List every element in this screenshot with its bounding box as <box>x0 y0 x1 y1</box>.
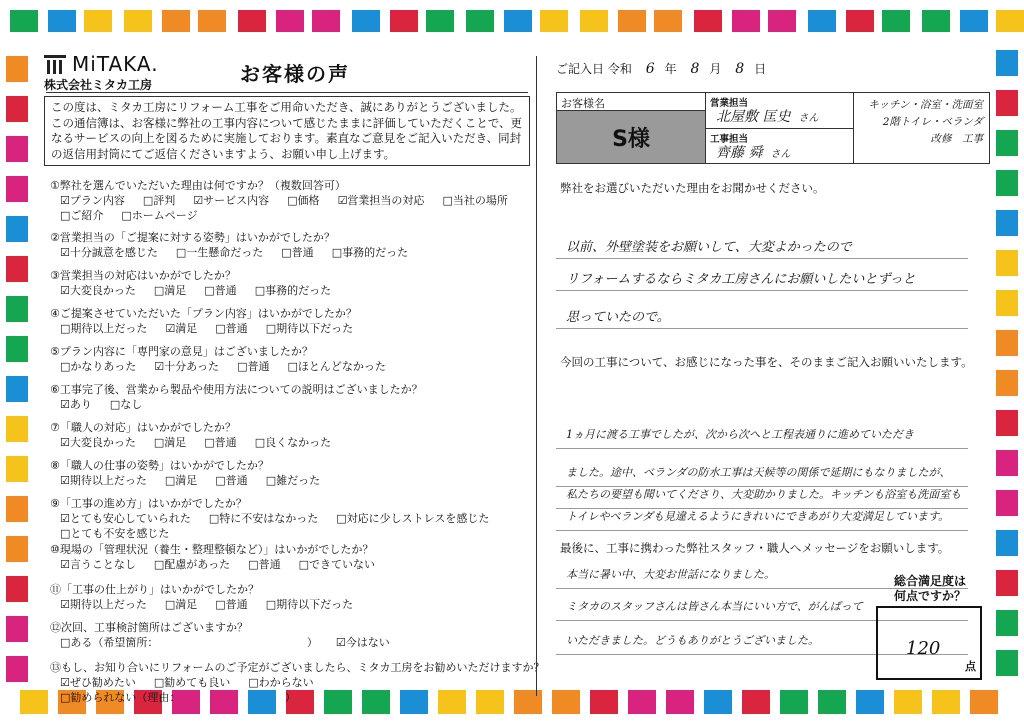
checkbox-option[interactable]: □期待以上だった <box>60 322 148 335</box>
border-square <box>162 10 190 32</box>
question-title: ⑧「職人の仕事の姿勢」はいかがでしたか？ <box>50 459 269 472</box>
border-square <box>996 210 1018 236</box>
border-square <box>618 10 646 32</box>
checkbox-option[interactable]: □わからない <box>248 676 314 689</box>
border-square <box>628 690 656 714</box>
border-square <box>198 10 226 32</box>
question-options <box>50 193 550 223</box>
question-title: ③営業担当の対応はいかがでしたか？ <box>50 269 236 282</box>
border-square <box>970 690 998 714</box>
border-square <box>996 450 1018 476</box>
border-square <box>466 10 494 32</box>
date-year: 6 <box>645 61 655 77</box>
checkbox-option[interactable]: ☑十分あった <box>154 360 220 373</box>
satisfaction-box <box>876 606 982 680</box>
sales-label: 営業担当 <box>710 98 749 109</box>
ruled-line <box>556 258 968 259</box>
border-square <box>960 10 988 32</box>
question-10 <box>50 542 550 572</box>
question-title: ⑨「工事の進め方」はいかがでしたか？ <box>50 497 247 510</box>
checkbox-option[interactable]: □満足 <box>153 436 187 449</box>
question-5 <box>50 344 550 374</box>
border-square <box>580 10 608 32</box>
reason-heading: 弊社をお選びいただいた理由をお聞かせください。 <box>560 181 825 195</box>
border-square <box>846 10 874 32</box>
border-square <box>426 10 454 32</box>
handwritten-line: ました。途中、ベランダの防水工事は天候等の関係で延期にもなりましたが、 <box>566 466 951 479</box>
question-4 <box>50 306 550 336</box>
checkbox-option[interactable]: □普通 <box>237 360 270 373</box>
column-divider <box>536 56 537 696</box>
border-square <box>6 176 28 202</box>
border-square <box>996 170 1018 196</box>
checkbox-option[interactable]: □普通 <box>215 598 248 611</box>
checkbox-option[interactable]: □ある（希望箇所： ） <box>60 636 318 649</box>
question-options <box>50 473 550 488</box>
border-square <box>996 90 1018 116</box>
border-square <box>996 650 1018 676</box>
border-square <box>6 616 28 642</box>
question-12 <box>50 620 550 650</box>
border-square <box>6 376 28 402</box>
checkbox-option[interactable]: □ご紹介 <box>60 209 104 222</box>
border-square <box>6 336 28 362</box>
border-square <box>996 10 1024 32</box>
company-logo <box>44 52 159 76</box>
work-scope-box <box>854 92 990 164</box>
form-title: お客様の声 <box>240 62 350 86</box>
message-heading: 最後に、工事に携わった弊社スタッフ・職人へメッセージをお願いします。 <box>560 541 950 555</box>
checkbox-option[interactable]: ☑期待以上だった <box>60 598 147 611</box>
checkbox-option[interactable]: □事務的だった <box>331 246 409 259</box>
satisfaction-unit: 点 <box>965 660 976 673</box>
sales-name: 北屋敷 匡史 <box>716 109 791 125</box>
question-title: ⑤プラン内容に「専門家の意見」はございましたか？ <box>50 345 313 358</box>
handwritten-line: いただきました。どうもありがとうございました。 <box>566 634 819 647</box>
handwritten-line: 1ヵ月に渡る工事でしたが、次から次へと工程表通りに進めていただき <box>566 428 914 441</box>
checkbox-option[interactable]: □期待以下だった <box>265 598 354 611</box>
company-name: 株式会社ミタカ工房 <box>44 78 153 92</box>
checkbox-option[interactable]: □事務的だった <box>254 284 332 297</box>
border-square <box>6 136 28 162</box>
satisfaction-value: 120 <box>906 638 941 659</box>
border-square <box>704 690 732 714</box>
border-square <box>238 10 266 32</box>
border-square <box>590 690 618 714</box>
staff-box <box>706 92 854 164</box>
question-3 <box>50 268 550 298</box>
border-square <box>84 10 112 32</box>
satisfaction-label: 総合満足度は 何点ですか？ <box>893 574 966 603</box>
question-title: ⑫次回、工事検討箇所はございますか？ <box>50 621 248 634</box>
border-square <box>996 410 1018 436</box>
checkbox-option[interactable]: □勧められない（理由： ） <box>60 691 296 704</box>
question-title: ④ご提案させていただいた「プラン内容」はいかがでしたか？ <box>50 307 357 320</box>
border-square <box>352 10 380 32</box>
intro-box: この度は、ミタカ工房にリフォーム工事をご用命いただき、誠にありがとうございました。この通信簿は、お客様に弊社の工事内容について感じたままに評価していただくことで、更なるサービスの向上を図るために実施しております。素直なご意見をご記入いただき、同封の返信用封筒にてご返信くださいますよう、お願い申し上げます。 <box>44 96 530 166</box>
question-options <box>50 511 550 541</box>
handwritten-line: 本当に暑い中、大変お世話になりました。 <box>566 568 775 581</box>
checkbox-option[interactable]: ☑言うことなし <box>60 558 136 571</box>
question-2 <box>50 230 550 260</box>
border-square <box>276 10 304 32</box>
border-square <box>732 10 760 32</box>
checkbox-option[interactable]: ☑期待以上だった <box>60 474 147 487</box>
border-square <box>124 10 152 32</box>
border-square <box>996 370 1018 396</box>
checkbox-option[interactable]: □なし <box>109 398 143 411</box>
handwritten-line: ミタカのスタッフさんは皆さん本当にいい方で、がんばって <box>566 600 863 613</box>
date-line <box>556 60 766 77</box>
border-square <box>504 10 532 32</box>
checkbox-option[interactable]: ☑プラン内容 <box>60 194 125 207</box>
question-options <box>50 321 550 336</box>
border-square <box>818 690 846 714</box>
checkbox-option[interactable]: □価格 <box>287 194 320 207</box>
checkbox-option[interactable]: ☑今はない <box>335 636 390 649</box>
checkbox-option[interactable]: ☑十分誠意を感じた <box>60 246 158 259</box>
border-square <box>780 690 808 714</box>
border-square <box>312 10 340 32</box>
question-options <box>50 635 550 650</box>
logo-mark-icon <box>44 53 66 75</box>
question-title: ⑥工事完了後、営業から製品や使用方法についての説明はございましたか？ <box>50 383 423 396</box>
border-square <box>996 530 1018 556</box>
sales-san: さん <box>798 113 819 124</box>
border-square <box>882 10 910 32</box>
question-title: ①弊社を選んでいただいた理由は何ですか？（複数回答可） <box>50 179 346 192</box>
question-title: ⑦「職人の対応」はいかがでしたか？ <box>50 421 236 434</box>
checkbox-option[interactable]: ☑サービス内容 <box>193 194 270 207</box>
checkbox-option[interactable]: □勧めても良い <box>153 676 231 689</box>
question-options <box>50 597 550 612</box>
question-6 <box>50 382 550 412</box>
checkbox-option[interactable]: □配慮があった <box>153 558 231 571</box>
checkbox-option[interactable]: ☑大変良かった <box>60 436 136 449</box>
border-square <box>894 690 922 714</box>
border-square <box>742 690 770 714</box>
ruled-line <box>556 290 968 291</box>
question-1 <box>50 178 550 223</box>
checkbox-option[interactable]: □できていない <box>298 558 375 571</box>
customer-box <box>556 92 706 164</box>
handwritten-line: トイレやベランダも見違えるようにきれいにできあがり大変満足しています。 <box>566 510 950 523</box>
checkbox-option[interactable]: □普通 <box>215 322 248 335</box>
border-square <box>694 10 722 32</box>
question-8 <box>50 458 550 488</box>
checkbox-option[interactable]: ☑ぜひ勧めたい <box>60 676 136 689</box>
question-options <box>50 557 550 572</box>
question-7 <box>50 420 550 450</box>
border-square <box>996 610 1018 636</box>
border-square <box>996 250 1018 276</box>
border-square <box>6 456 28 482</box>
checkbox-option[interactable]: □良くなかった <box>254 436 332 449</box>
border-square <box>20 690 48 714</box>
date-day: 8 <box>735 61 745 77</box>
works-san: さん <box>770 149 791 160</box>
handwritten-line: 思っていたので。 <box>566 310 670 325</box>
date-era: 令和 <box>607 62 632 76</box>
customer-label: お客様名 <box>557 93 705 111</box>
handwritten-line: リフォームするならミタカ工房さんにお願いしたいとずっと <box>566 272 916 287</box>
border-square <box>6 576 28 602</box>
impression-heading: 今回の工事について、お感じになった事を、そのままご記入お願いいたします。 <box>560 355 973 369</box>
checkbox-option[interactable]: □当社の場所 <box>442 194 508 207</box>
title-underline <box>46 92 528 93</box>
ruled-line <box>556 448 968 449</box>
question-title: ⑪「工事の仕上がり」はいかがでしたか？ <box>50 583 259 596</box>
checkbox-option[interactable]: □満足 <box>153 284 187 297</box>
border-square <box>856 690 884 714</box>
year-unit: 年 <box>664 62 677 76</box>
checkbox-option[interactable]: ☑あり <box>60 398 92 411</box>
checkbox-option[interactable]: ☑とても安心していられた <box>60 512 191 525</box>
checkbox-option[interactable]: □期待以下だった <box>265 322 354 335</box>
border-square <box>996 330 1018 356</box>
question-options <box>50 245 550 260</box>
border-square <box>6 496 28 522</box>
checkbox-option[interactable]: ☑満足 <box>165 322 198 335</box>
border-square <box>996 290 1018 316</box>
works-name: 齊藤 舜 <box>716 145 763 161</box>
question-options <box>50 397 550 412</box>
question-title: ⑬もし、お知り合いにリフォームのご予定がございましたら、ミタカ工房をお勧めいただけますか？ <box>50 661 545 674</box>
border-square <box>6 216 28 242</box>
border-square <box>932 690 960 714</box>
checkbox-option[interactable]: □普通 <box>204 436 237 449</box>
question-11 <box>50 582 550 612</box>
border-square <box>654 10 682 32</box>
day-unit: 日 <box>754 62 767 76</box>
date-month: 8 <box>690 61 700 77</box>
handwritten-line: 以前、外壁塗装をお願いして、大変よかったので <box>566 240 852 255</box>
border-square <box>10 10 38 32</box>
ruled-line <box>556 328 968 329</box>
border-square <box>996 490 1018 516</box>
checkbox-option[interactable]: □ホームページ <box>121 209 198 222</box>
checkbox-option[interactable]: □特に不安はなかった <box>208 512 319 525</box>
border-square <box>996 570 1018 596</box>
checkbox-option[interactable]: □雑だった <box>265 474 321 487</box>
question-9 <box>50 496 550 541</box>
border-square <box>540 10 568 32</box>
checkbox-option[interactable]: □普通 <box>204 284 237 297</box>
month-unit: 月 <box>709 62 722 76</box>
question-options <box>50 435 550 450</box>
border-square <box>6 536 28 562</box>
question-title: ②営業担当の「ご提案に対する姿勢」はいかがでしたか？ <box>50 231 335 244</box>
checkbox-option[interactable]: □一生懸命だった <box>175 246 264 259</box>
question-13 <box>50 660 550 705</box>
checkbox-option[interactable]: □対応に少しストレスを感じた <box>336 512 490 525</box>
border-square <box>48 10 76 32</box>
scope-line-3: 改修 工事 <box>930 133 983 145</box>
checkbox-option[interactable]: □普通 <box>248 558 281 571</box>
border-square <box>6 416 28 442</box>
question-title: ⑩現場の「管理状況（養生・整理整頓など）」はいかがでしたか？ <box>50 543 374 556</box>
checkbox-option[interactable]: ☑大変良かった <box>60 284 136 297</box>
handwritten-line: 私たちの要望も聞いてくださり、大変助かりました。キッチンも浴室も洗面室も <box>566 488 962 501</box>
border-square <box>552 690 580 714</box>
customer-name: S様 <box>557 111 705 163</box>
border-square <box>390 10 418 32</box>
scope-line-1: キッチン・浴室・洗面室 <box>868 99 983 111</box>
border-square <box>996 50 1018 76</box>
date-label: ご記入日 <box>556 62 605 76</box>
border-square <box>666 690 694 714</box>
ruled-line <box>556 530 968 531</box>
question-options <box>50 359 550 374</box>
checkbox-option[interactable]: □満足 <box>164 598 198 611</box>
checkbox-option[interactable]: □とても不安を感じた <box>60 527 170 540</box>
question-options <box>50 283 550 298</box>
border-square <box>996 130 1018 156</box>
checkbox-option[interactable]: □普通 <box>215 474 248 487</box>
checkbox-option[interactable]: □ほとんどなかった <box>287 360 386 373</box>
works-label: 工事担当 <box>710 134 749 145</box>
border-square <box>6 656 28 682</box>
question-options <box>50 675 550 705</box>
logo-text: MiTAKA. <box>72 52 159 76</box>
border-square <box>6 56 28 82</box>
checkbox-option[interactable]: □満足 <box>164 474 198 487</box>
border-square <box>922 10 950 32</box>
checkbox-option[interactable]: □かなりあった <box>60 360 137 373</box>
checkbox-option[interactable]: □普通 <box>281 246 314 259</box>
border-square <box>768 10 796 32</box>
border-square <box>6 96 28 122</box>
checkbox-option[interactable]: □評判 <box>142 194 176 207</box>
border-square <box>6 256 28 282</box>
border-square <box>808 10 836 32</box>
checkbox-option[interactable]: ☑営業担当の対応 <box>337 194 425 207</box>
border-square <box>6 296 28 322</box>
scope-line-2: 2階トイレ・ベランダ <box>882 116 983 128</box>
